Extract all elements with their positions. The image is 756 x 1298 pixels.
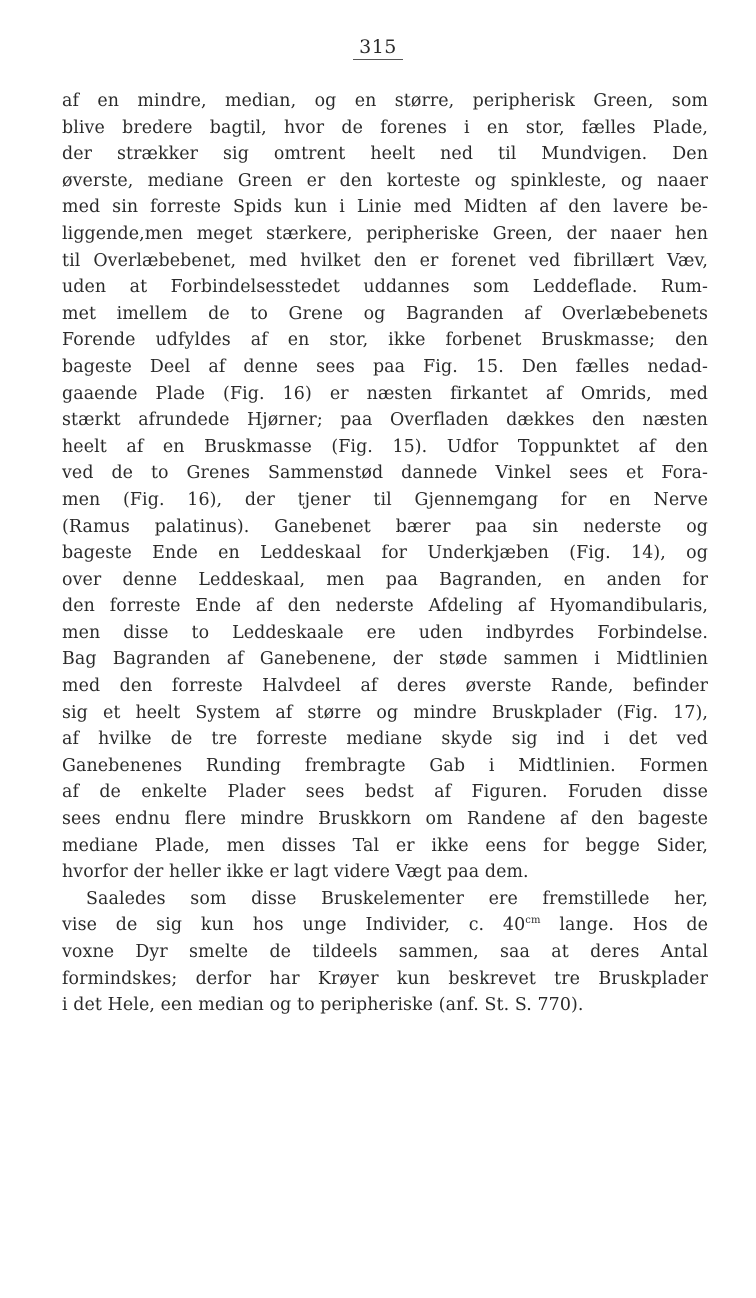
text-line: formindskes; derfor har Krøyer kun beskrevet tre Bruskplader: [62, 968, 708, 989]
text-line: gaaende Plade (Fig. 16) er næsten firkantet af Omrids, med: [62, 383, 708, 404]
text-line: Bag Bagranden af Ganebenene, der støde sammen i Midtlinien: [62, 649, 708, 670]
text-line: men disse to Leddeskaale ere uden indbyrdes Forbindelse.: [62, 622, 708, 643]
text-line: Forende udfyldes af en stor, ikke forbenet Bruskmasse; den: [62, 330, 708, 351]
paragraph-1: [62, 88, 708, 886]
unit-superscript: cm: [525, 915, 541, 927]
text-line: uden at Forbindelsesstedet uddannes som Leddeflade. Rum-: [62, 277, 708, 298]
text-line: (Ramus palatinus). Ganebenet bærer paa sin nederste og: [62, 516, 708, 537]
text-line: voxne Dyr smelte de tildeels sammen, saa at deres Antal: [62, 942, 708, 962]
text-line: met imellem de to Grene og Bagranden af Overlæbebenets: [62, 303, 708, 324]
text-line: over denne Leddeskaal, men paa Bagranden, en anden for: [62, 569, 708, 590]
text-line: blive bredere bagtil, hvor de forenes i en stor, fælles Plade,: [62, 117, 708, 138]
paragraph-2-rest: [62, 939, 708, 1019]
text-line: bageste Ende en Leddeskaal for Underkjæben (Fig. 14), og: [62, 543, 708, 564]
text-segment: lange. Hos de: [540, 915, 708, 936]
text-line: øverste, mediane Green er den korteste og spinkleste, og naaer: [62, 170, 708, 191]
text-line: heelt af en Bruskmasse (Fig. 15). Udfor Toppunktet af den: [62, 436, 708, 457]
text-line: liggende,men meget stærkere, peripheriske Green, der naaer hen: [62, 223, 708, 244]
text-line: sig et heelt System af større og mindre Bruskplader (Fig. 17),: [62, 702, 708, 723]
text-line: bageste Deel af denne sees paa Fig. 15. Den fælles nedad-: [62, 356, 708, 377]
paragraph-2: [62, 886, 708, 1019]
text-line: Saaledes som disse Bruskelementer ere fremstillede her,: [86, 888, 708, 909]
text-line: ved de to Grenes Sammenstød dannede Vinkel sees et Fora-: [62, 463, 708, 484]
text-line: men (Fig. 16), der tjener til Gjennemgang for en Nerve: [62, 489, 708, 510]
text-line: med sin forreste Spids kun i Linie med Midten af den lavere be-: [62, 197, 708, 218]
page-number-text: 315: [353, 36, 403, 60]
text-line: af de enkelte Plader sees bedst af Figuren. Foruden disse: [62, 782, 708, 803]
text-line: af hvilke de tre forreste mediane skyde sig ind i det ved: [62, 729, 708, 750]
page-number: [0, 36, 756, 60]
text-segment: vise de sig kun hos unge Individer, c. 40: [62, 915, 526, 936]
text-line: der strækker sig omtrent heelt ned til Mundvigen. Den: [62, 144, 708, 165]
text-line: den forreste Ende af den nederste Afdeling af Hyomandibularis,: [62, 596, 708, 617]
text-line: til Overlæbebenet, med hvilket den er forenet ved fibrillært Væv,: [62, 250, 708, 271]
text-line: med den forreste Halvdeel af deres øverste Rande, befinder: [62, 676, 708, 697]
text-line: Ganebenenes Runding frembragte Gab i Midtlinien. Formen: [62, 755, 708, 776]
body-text: [62, 88, 708, 1019]
text-line: i det Hele, een median og to peripheriske (anf. St. S. 770).: [62, 995, 584, 1016]
text-line: af en mindre, median, og en større, peripherisk Green, som: [62, 91, 708, 111]
text-line: stærkt afrundede Hjørner; paa Overfladen dækkes den næsten: [62, 410, 708, 431]
text-line: hvorfor der heller ikke er lagt videre Vægt paa dem.: [62, 862, 529, 883]
text-line: [62, 912, 708, 939]
text-line: mediane Plade, men disses Tal er ikke eens for begge Sider,: [62, 835, 708, 856]
text-line: sees endnu flere mindre Bruskkorn om Randene af den bageste: [62, 809, 708, 830]
